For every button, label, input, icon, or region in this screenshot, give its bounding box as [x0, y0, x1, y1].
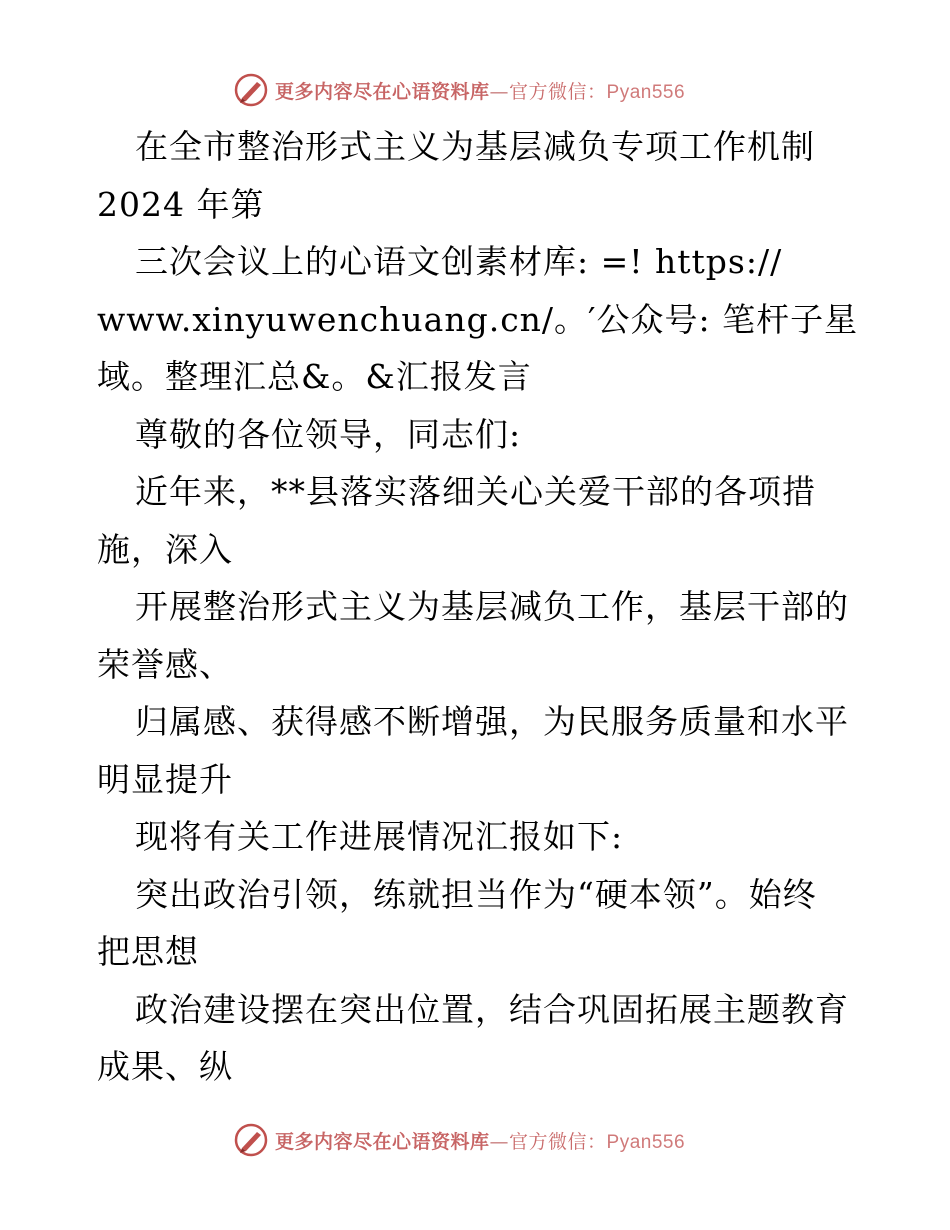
text-line: 域。整理汇总&。&汇报发言: [97, 357, 532, 396]
text-line: 开展整治形式主义为基层减负工作，基层干部的: [135, 587, 849, 626]
text-line: 在全市整治形式主义为基层减负专项工作机制: [135, 127, 815, 166]
footer-watermark: [233, 1120, 793, 1160]
watermark-separator: —: [489, 1130, 510, 1153]
pen-logo-icon: [233, 1122, 269, 1158]
watermark-wechat-id: Pyan556: [606, 81, 686, 103]
pen-logo-icon: [233, 72, 269, 108]
text-line: 荣誉感、: [97, 644, 233, 684]
watermark-wechat-id: Pyan556: [606, 1131, 686, 1153]
watermark-text: [275, 77, 685, 104]
watermark-main: 更多内容尽在心语资料库: [275, 80, 490, 103]
text-line: www.xinyuwenchuang.cn/。′公众号: 笔杆子星: [97, 299, 859, 339]
watermark-main: 更多内容尽在心语资料库: [275, 1130, 490, 1153]
text-line: 归属感、获得感不断增强，为民服务质量和水平: [135, 702, 849, 741]
text-line: 政治建设摆在突出位置，结合巩固拓展主题教育: [135, 989, 849, 1029]
text-line: 把思想: [97, 932, 199, 971]
watermark-wechat-label: 官方微信：: [509, 1130, 607, 1153]
text-line: 成果、纵: [97, 1047, 233, 1086]
document-body: [97, 118, 857, 1096]
text-line: 2024 年第: [97, 184, 265, 224]
header-watermark: [233, 70, 793, 110]
text-line: 突出政治引领，练就担当作为“硬本领”。始终: [135, 874, 817, 914]
text-line: 明显提升: [97, 759, 233, 799]
text-line: 施，深入: [97, 529, 233, 569]
watermark-text: [275, 1127, 685, 1154]
watermark-separator: —: [489, 80, 510, 103]
text-line: 近年来，**县落实落细关心关爱干部的各项措: [135, 472, 816, 511]
text-line: 三次会议上的心语文创素材库: =! https://: [135, 242, 783, 281]
text-line: 尊敬的各位领导，同志们:: [135, 414, 522, 454]
watermark-wechat-label: 官方微信：: [509, 80, 607, 103]
text-line: 现将有关工作进展情况汇报如下:: [135, 817, 624, 856]
